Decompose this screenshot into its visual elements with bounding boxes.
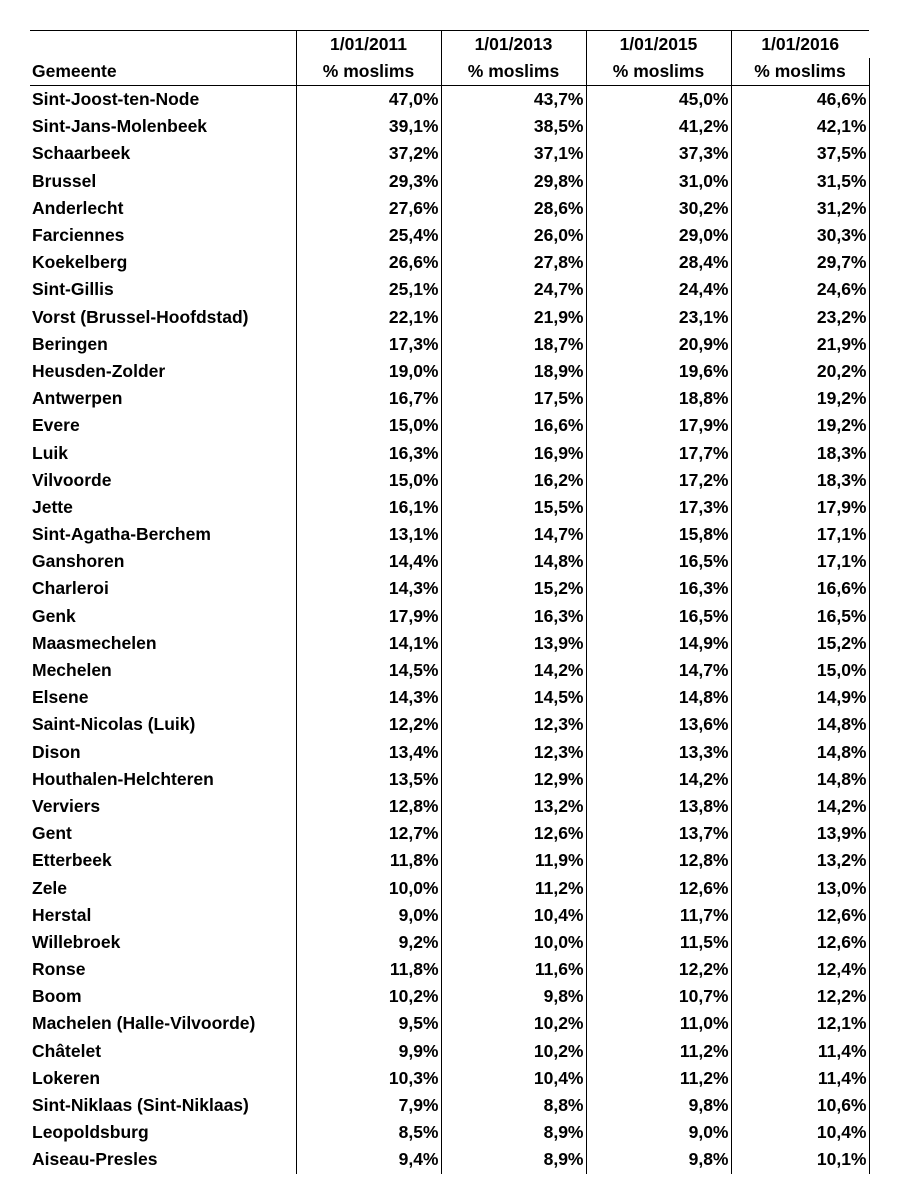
percentage-cell: 10,2%	[441, 1010, 586, 1037]
table-row	[30, 711, 869, 738]
percentage-cell: 17,3%	[296, 331, 441, 358]
percentage-cell: 15,2%	[441, 575, 586, 602]
percentage-cell: 11,9%	[441, 847, 586, 874]
table-row	[30, 521, 869, 548]
percentage-cell: 30,3%	[731, 222, 869, 249]
percentage-cell: 10,6%	[731, 1092, 869, 1119]
gemeente-cell: Sint-Joost-ten-Node	[30, 86, 296, 114]
percentage-cell: 17,5%	[441, 385, 586, 412]
percentage-cell: 11,8%	[296, 956, 441, 983]
percentage-cell: 13,9%	[441, 630, 586, 657]
gemeente-cell: Lokeren	[30, 1065, 296, 1092]
table-row	[30, 494, 869, 521]
percentage-cell: 11,2%	[441, 874, 586, 901]
percentage-cell: 20,9%	[586, 331, 731, 358]
table-row	[30, 140, 869, 167]
table-row	[30, 603, 869, 630]
percentage-cell: 14,9%	[731, 684, 869, 711]
percentage-cell: 10,2%	[441, 1038, 586, 1065]
percentage-cell: 19,0%	[296, 358, 441, 385]
percentage-cell: 17,7%	[586, 439, 731, 466]
column-date-header: 1/01/2016	[731, 31, 869, 59]
percentage-cell: 13,2%	[441, 793, 586, 820]
percentage-cell: 16,5%	[586, 548, 731, 575]
percentage-cell: 13,2%	[731, 847, 869, 874]
table-row	[30, 630, 869, 657]
percentage-cell: 19,6%	[586, 358, 731, 385]
table-row	[30, 874, 869, 901]
percentage-cell: 8,8%	[441, 1092, 586, 1119]
table-row	[30, 983, 869, 1010]
percentage-cell: 12,7%	[296, 820, 441, 847]
percentage-cell: 29,0%	[586, 222, 731, 249]
percentage-cell: 29,7%	[731, 249, 869, 276]
table-row	[30, 276, 869, 303]
percentage-cell: 18,8%	[586, 385, 731, 412]
percentage-cell: 9,2%	[296, 929, 441, 956]
gemeente-cell: Dison	[30, 739, 296, 766]
percentage-cell: 10,4%	[441, 902, 586, 929]
gemeente-cell: Brussel	[30, 168, 296, 195]
percentage-cell: 9,8%	[441, 983, 586, 1010]
percentage-cell: 26,0%	[441, 222, 586, 249]
table-row	[30, 1065, 869, 1092]
gemeente-cell: Aiseau-Presles	[30, 1146, 296, 1173]
percentage-cell: 16,7%	[296, 385, 441, 412]
table-row	[30, 548, 869, 575]
table-row	[30, 847, 869, 874]
percentage-cell: 14,7%	[586, 657, 731, 684]
percentage-cell: 41,2%	[586, 113, 731, 140]
header-row-dates	[30, 31, 869, 59]
percentage-cell: 14,2%	[731, 793, 869, 820]
gemeente-cell: Verviers	[30, 793, 296, 820]
table-row	[30, 358, 869, 385]
table-row	[30, 766, 869, 793]
percentage-cell: 29,8%	[441, 168, 586, 195]
percentage-cell: 12,3%	[441, 739, 586, 766]
table-row	[30, 331, 869, 358]
percentage-cell: 11,6%	[441, 956, 586, 983]
gemeente-cell: Gent	[30, 820, 296, 847]
percentage-cell: 10,4%	[441, 1065, 586, 1092]
column-measure-header: % moslims	[731, 58, 869, 86]
gemeente-cell: Genk	[30, 603, 296, 630]
gemeente-cell: Saint-Nicolas (Luik)	[30, 711, 296, 738]
percentage-cell: 16,3%	[296, 439, 441, 466]
gemeente-cell: Boom	[30, 983, 296, 1010]
table-row	[30, 249, 869, 276]
percentage-cell: 17,3%	[586, 494, 731, 521]
percentage-cell: 12,6%	[586, 874, 731, 901]
percentage-cell: 25,4%	[296, 222, 441, 249]
gemeente-cell: Luik	[30, 439, 296, 466]
percentage-cell: 9,8%	[586, 1146, 731, 1173]
percentage-cell: 15,8%	[586, 521, 731, 548]
percentage-cell: 11,4%	[731, 1065, 869, 1092]
percentage-cell: 12,2%	[586, 956, 731, 983]
percentage-cell: 27,8%	[441, 249, 586, 276]
percentage-cell: 25,1%	[296, 276, 441, 303]
percentage-cell: 28,6%	[441, 195, 586, 222]
percentage-cell: 7,9%	[296, 1092, 441, 1119]
percentage-cell: 17,9%	[296, 603, 441, 630]
percentage-cell: 12,2%	[731, 983, 869, 1010]
table-row	[30, 1038, 869, 1065]
percentage-cell: 13,0%	[731, 874, 869, 901]
percentage-cell: 14,8%	[731, 739, 869, 766]
percentage-cell: 17,9%	[586, 412, 731, 439]
column-measure-header: % moslims	[296, 58, 441, 86]
table-row	[30, 439, 869, 466]
percentage-cell: 9,8%	[586, 1092, 731, 1119]
percentage-cell: 12,2%	[296, 711, 441, 738]
table-row	[30, 575, 869, 602]
percentage-cell: 43,7%	[441, 86, 586, 114]
gemeente-cell: Mechelen	[30, 657, 296, 684]
gemeente-cell: Anderlecht	[30, 195, 296, 222]
percentage-cell: 26,6%	[296, 249, 441, 276]
percentage-cell: 14,1%	[296, 630, 441, 657]
percentage-cell: 11,0%	[586, 1010, 731, 1037]
percentage-cell: 10,0%	[441, 929, 586, 956]
gemeente-cell: Herstal	[30, 902, 296, 929]
gemeente-cell: Beringen	[30, 331, 296, 358]
percentage-cell: 24,4%	[586, 276, 731, 303]
percentage-cell: 11,2%	[586, 1065, 731, 1092]
column-date-header: 1/01/2015	[586, 31, 731, 59]
percentage-cell: 8,5%	[296, 1119, 441, 1146]
table-row	[30, 168, 869, 195]
percentage-cell: 12,6%	[731, 929, 869, 956]
percentage-cell: 46,6%	[731, 86, 869, 114]
table-row	[30, 1146, 869, 1173]
percentage-cell: 10,4%	[731, 1119, 869, 1146]
header-blank-cell	[30, 31, 296, 59]
percentage-cell: 31,0%	[586, 168, 731, 195]
table-row	[30, 820, 869, 847]
percentage-cell: 21,9%	[731, 331, 869, 358]
percentage-cell: 9,4%	[296, 1146, 441, 1173]
percentage-cell: 47,0%	[296, 86, 441, 114]
gemeente-cell: Sint-Gillis	[30, 276, 296, 303]
gemeente-cell: Antwerpen	[30, 385, 296, 412]
table-row	[30, 1119, 869, 1146]
percentage-cell: 16,3%	[586, 575, 731, 602]
percentage-cell: 13,8%	[586, 793, 731, 820]
percentage-cell: 17,1%	[731, 548, 869, 575]
percentage-cell: 16,6%	[731, 575, 869, 602]
percentage-cell: 19,2%	[731, 412, 869, 439]
percentage-cell: 11,5%	[586, 929, 731, 956]
table-row	[30, 793, 869, 820]
percentage-cell: 13,3%	[586, 739, 731, 766]
column-date-header: 1/01/2011	[296, 31, 441, 59]
percentage-cell: 18,3%	[731, 439, 869, 466]
percentage-cell: 12,6%	[441, 820, 586, 847]
table-row	[30, 385, 869, 412]
percentage-cell: 14,5%	[296, 657, 441, 684]
gemeente-cell: Ronse	[30, 956, 296, 983]
percentage-cell: 14,7%	[441, 521, 586, 548]
percentage-cell: 39,1%	[296, 113, 441, 140]
percentage-cell: 23,2%	[731, 304, 869, 331]
gemeente-cell: Charleroi	[30, 575, 296, 602]
percentage-cell: 42,1%	[731, 113, 869, 140]
column-date-header: 1/01/2013	[441, 31, 586, 59]
gemeente-cell: Etterbeek	[30, 847, 296, 874]
table-row	[30, 1010, 869, 1037]
percentage-cell: 12,1%	[731, 1010, 869, 1037]
percentage-cell: 45,0%	[586, 86, 731, 114]
percentage-cell: 18,9%	[441, 358, 586, 385]
percentage-cell: 10,3%	[296, 1065, 441, 1092]
percentage-cell: 13,7%	[586, 820, 731, 847]
percentage-cell: 14,5%	[441, 684, 586, 711]
percentage-cell: 13,4%	[296, 739, 441, 766]
table-row	[30, 195, 869, 222]
percentage-cell: 29,3%	[296, 168, 441, 195]
percentage-cell: 37,3%	[586, 140, 731, 167]
percentage-cell: 24,7%	[441, 276, 586, 303]
gemeente-cell: Jette	[30, 494, 296, 521]
table-row	[30, 956, 869, 983]
percentage-cell: 18,7%	[441, 331, 586, 358]
percentage-cell: 9,0%	[586, 1119, 731, 1146]
percentage-cell: 16,5%	[731, 603, 869, 630]
percentage-cell: 17,1%	[731, 521, 869, 548]
percentage-cell: 15,0%	[296, 412, 441, 439]
percentage-cell: 14,8%	[731, 711, 869, 738]
table-row	[30, 657, 869, 684]
column-measure-header: % moslims	[441, 58, 586, 86]
percentage-cell: 14,3%	[296, 575, 441, 602]
percentage-cell: 16,6%	[441, 412, 586, 439]
gemeente-cell: Zele	[30, 874, 296, 901]
percentage-cell: 15,0%	[296, 467, 441, 494]
percentage-cell: 17,9%	[731, 494, 869, 521]
percentage-cell: 14,8%	[441, 548, 586, 575]
gemeente-cell: Leopoldsburg	[30, 1119, 296, 1146]
percentage-cell: 16,2%	[441, 467, 586, 494]
percentage-cell: 31,2%	[731, 195, 869, 222]
percentage-cell: 19,2%	[731, 385, 869, 412]
gemeente-cell: Farciennes	[30, 222, 296, 249]
percentage-cell: 11,8%	[296, 847, 441, 874]
percentage-cell: 16,9%	[441, 439, 586, 466]
percentage-cell: 9,5%	[296, 1010, 441, 1037]
gemeente-cell: Machelen (Halle-Vilvoorde)	[30, 1010, 296, 1037]
gemeente-cell: Houthalen-Helchteren	[30, 766, 296, 793]
gemeente-cell: Maasmechelen	[30, 630, 296, 657]
percentage-cell: 9,9%	[296, 1038, 441, 1065]
percentage-cell: 13,1%	[296, 521, 441, 548]
row-header-label: Gemeente	[30, 58, 296, 86]
gemeente-cell: Elsene	[30, 684, 296, 711]
table-row	[30, 929, 869, 956]
percentage-cell: 12,4%	[731, 956, 869, 983]
percentage-cell: 11,2%	[586, 1038, 731, 1065]
percentage-cell: 23,1%	[586, 304, 731, 331]
percentage-cell: 22,1%	[296, 304, 441, 331]
gemeente-cell: Sint-Niklaas (Sint-Niklaas)	[30, 1092, 296, 1119]
percentage-cell: 28,4%	[586, 249, 731, 276]
percentage-cell: 31,5%	[731, 168, 869, 195]
percentage-cell: 8,9%	[441, 1119, 586, 1146]
percentage-cell: 15,0%	[731, 657, 869, 684]
data-table	[30, 30, 870, 1174]
gemeente-cell: Ganshoren	[30, 548, 296, 575]
gemeente-cell: Vorst (Brussel-Hoofdstad)	[30, 304, 296, 331]
table-row	[30, 739, 869, 766]
percentage-cell: 15,5%	[441, 494, 586, 521]
percentage-cell: 14,2%	[586, 766, 731, 793]
percentage-cell: 14,2%	[441, 657, 586, 684]
percentage-cell: 9,0%	[296, 902, 441, 929]
percentage-cell: 10,7%	[586, 983, 731, 1010]
percentage-cell: 16,1%	[296, 494, 441, 521]
gemeente-cell: Sint-Agatha-Berchem	[30, 521, 296, 548]
percentage-cell: 18,3%	[731, 467, 869, 494]
percentage-cell: 10,1%	[731, 1146, 869, 1173]
percentage-cell: 8,9%	[441, 1146, 586, 1173]
column-measure-header: % moslims	[586, 58, 731, 86]
percentage-cell: 11,4%	[731, 1038, 869, 1065]
percentage-cell: 14,9%	[586, 630, 731, 657]
percentage-cell: 20,2%	[731, 358, 869, 385]
percentage-cell: 37,5%	[731, 140, 869, 167]
table-row	[30, 113, 869, 140]
percentage-cell: 37,1%	[441, 140, 586, 167]
percentage-cell: 12,3%	[441, 711, 586, 738]
table-row	[30, 412, 869, 439]
gemeente-cell: Evere	[30, 412, 296, 439]
table-row	[30, 86, 869, 114]
percentage-cell: 10,0%	[296, 874, 441, 901]
table-row	[30, 1092, 869, 1119]
percentage-cell: 16,5%	[586, 603, 731, 630]
percentage-cell: 15,2%	[731, 630, 869, 657]
percentage-cell: 37,2%	[296, 140, 441, 167]
gemeente-cell: Vilvoorde	[30, 467, 296, 494]
percentage-cell: 14,4%	[296, 548, 441, 575]
percentage-cell: 38,5%	[441, 113, 586, 140]
percentage-cell: 13,5%	[296, 766, 441, 793]
percentage-cell: 12,6%	[731, 902, 869, 929]
gemeente-cell: Willebroek	[30, 929, 296, 956]
percentage-cell: 11,7%	[586, 902, 731, 929]
percentage-cell: 13,9%	[731, 820, 869, 847]
header-row-measures	[30, 58, 869, 86]
percentage-cell: 10,2%	[296, 983, 441, 1010]
table-row	[30, 902, 869, 929]
table-row	[30, 222, 869, 249]
percentage-cell: 14,3%	[296, 684, 441, 711]
percentage-cell: 17,2%	[586, 467, 731, 494]
percentage-cell: 12,8%	[586, 847, 731, 874]
percentage-cell: 27,6%	[296, 195, 441, 222]
gemeente-cell: Châtelet	[30, 1038, 296, 1065]
percentage-cell: 24,6%	[731, 276, 869, 303]
percentage-cell: 21,9%	[441, 304, 586, 331]
percentage-cell: 14,8%	[731, 766, 869, 793]
gemeente-cell: Koekelberg	[30, 249, 296, 276]
percentage-cell: 16,3%	[441, 603, 586, 630]
table-row	[30, 467, 869, 494]
percentage-cell: 14,8%	[586, 684, 731, 711]
percentage-cell: 12,9%	[441, 766, 586, 793]
table-row	[30, 304, 869, 331]
gemeente-cell: Schaarbeek	[30, 140, 296, 167]
gemeente-cell: Sint-Jans-Molenbeek	[30, 113, 296, 140]
gemeente-cell: Heusden-Zolder	[30, 358, 296, 385]
percentage-cell: 13,6%	[586, 711, 731, 738]
percentage-cell: 30,2%	[586, 195, 731, 222]
table-row	[30, 684, 869, 711]
spreadsheet	[30, 30, 870, 1174]
percentage-cell: 12,8%	[296, 793, 441, 820]
